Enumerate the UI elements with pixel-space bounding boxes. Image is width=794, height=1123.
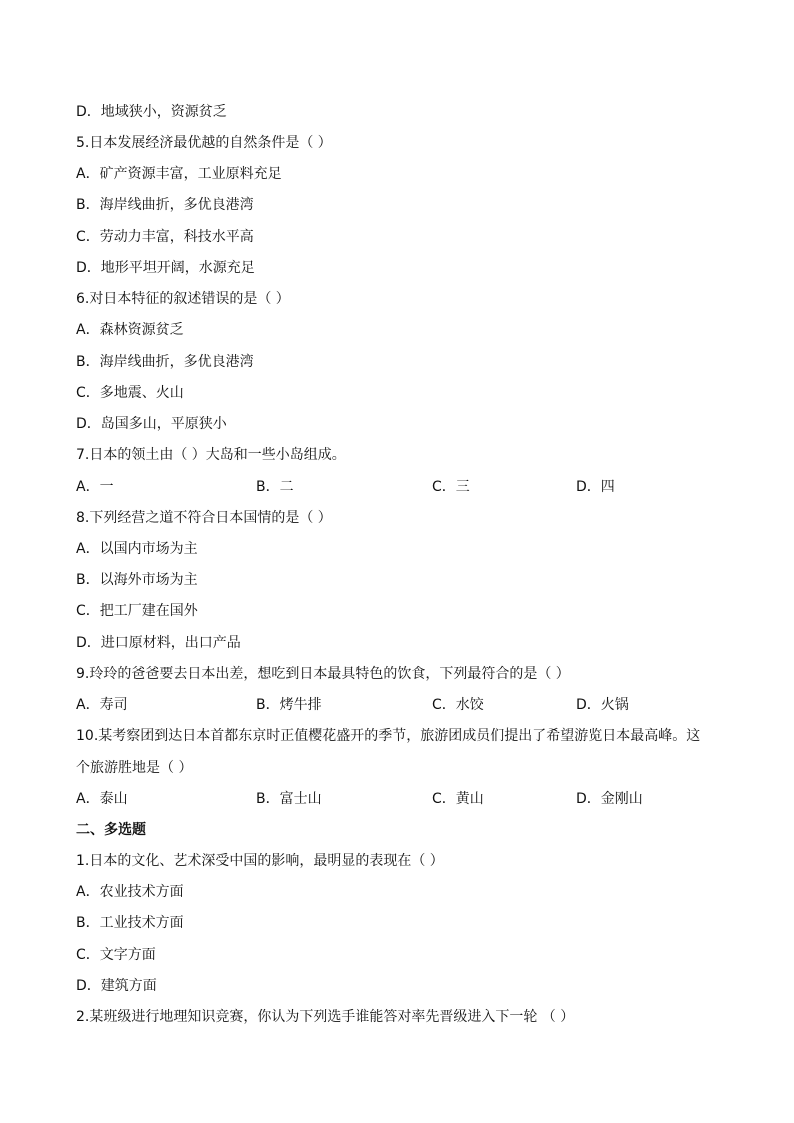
option-line: A．矿产资源丰富，工业原料充足 — [76, 166, 282, 182]
question-9: 9.玲玲的爸爸要去日本出差，想吃到日本最具特色的饮食，下列最符合的是（ ） — [76, 666, 570, 682]
q8-option-d: D．进口原材料，出口产品 — [76, 635, 241, 651]
q7-option-d: D．四 — [576, 479, 615, 495]
option-line: D．地形平坦开阔，水源充足 — [76, 260, 255, 276]
q9-option-c: C．水饺 — [432, 697, 484, 713]
question-7: 7.日本的领土由（ ）大岛和一些小岛组成。 — [76, 447, 346, 463]
q7-option-a: A．一 — [76, 479, 114, 495]
question-10-line1: 10.某考察团到达日本首都东京时正值樱花盛开的季节，旅游团成员们提出了希望游览日本最高峰。这 — [76, 728, 701, 744]
q10-option-c: C．黄山 — [432, 791, 484, 807]
q8-option-c: C．把工厂建在国外 — [76, 603, 198, 619]
section-title-multi-choice: 二、多选题 — [76, 822, 146, 838]
q7-option-c: C．三 — [432, 479, 470, 495]
option-line: D．岛国多山，平原狭小 — [76, 416, 227, 432]
question-6: 6.对日本特征的叙述错误的是（ ） — [76, 291, 290, 307]
q9-option-d: D．火锅 — [576, 697, 629, 713]
q9-option-a: A．寿司 — [76, 697, 128, 713]
s2-q1-option-c: C．文字方面 — [76, 947, 156, 963]
option-line: B．海岸线曲折，多优良港湾 — [76, 197, 254, 213]
option-line: C．多地震、火山 — [76, 385, 184, 401]
q10-option-b: B．富士山 — [256, 791, 322, 807]
q7-option-b: B．二 — [256, 479, 294, 495]
option-line: D．地域狭小，资源贫乏 — [76, 104, 227, 120]
q9-option-b: B．烤牛排 — [256, 697, 322, 713]
question-5: 5.日本发展经济最优越的自然条件是（ ） — [76, 135, 332, 151]
q10-option-d: D．金刚山 — [576, 791, 643, 807]
s2-q1-option-a: A．农业技术方面 — [76, 884, 184, 900]
q10-option-a: A．泰山 — [76, 791, 128, 807]
option-line: C．劳动力丰富，科技水平高 — [76, 229, 254, 245]
s2-q1-option-d: D．建筑方面 — [76, 978, 157, 994]
q8-option-b: B．以海外市场为主 — [76, 572, 198, 588]
question-8: 8.下列经营之道不符合日本国情的是（ ） — [76, 510, 332, 526]
option-line: A．森林资源贫乏 — [76, 322, 184, 338]
s2-q1-option-b: B．工业技术方面 — [76, 915, 184, 931]
s2-question-1: 1.日本的文化、艺术深受中国的影响，最明显的表现在（ ） — [76, 853, 444, 869]
question-10-line2: 个旅游胜地是（ ） — [76, 760, 193, 776]
option-line: B．海岸线曲折，多优良港湾 — [76, 354, 254, 370]
s2-question-2: 2.某班级进行地理知识竞赛，你认为下列选手谁能答对率先晋级进入下一轮 （ ） — [76, 1009, 575, 1025]
q8-option-a: A．以国内市场为主 — [76, 541, 198, 557]
